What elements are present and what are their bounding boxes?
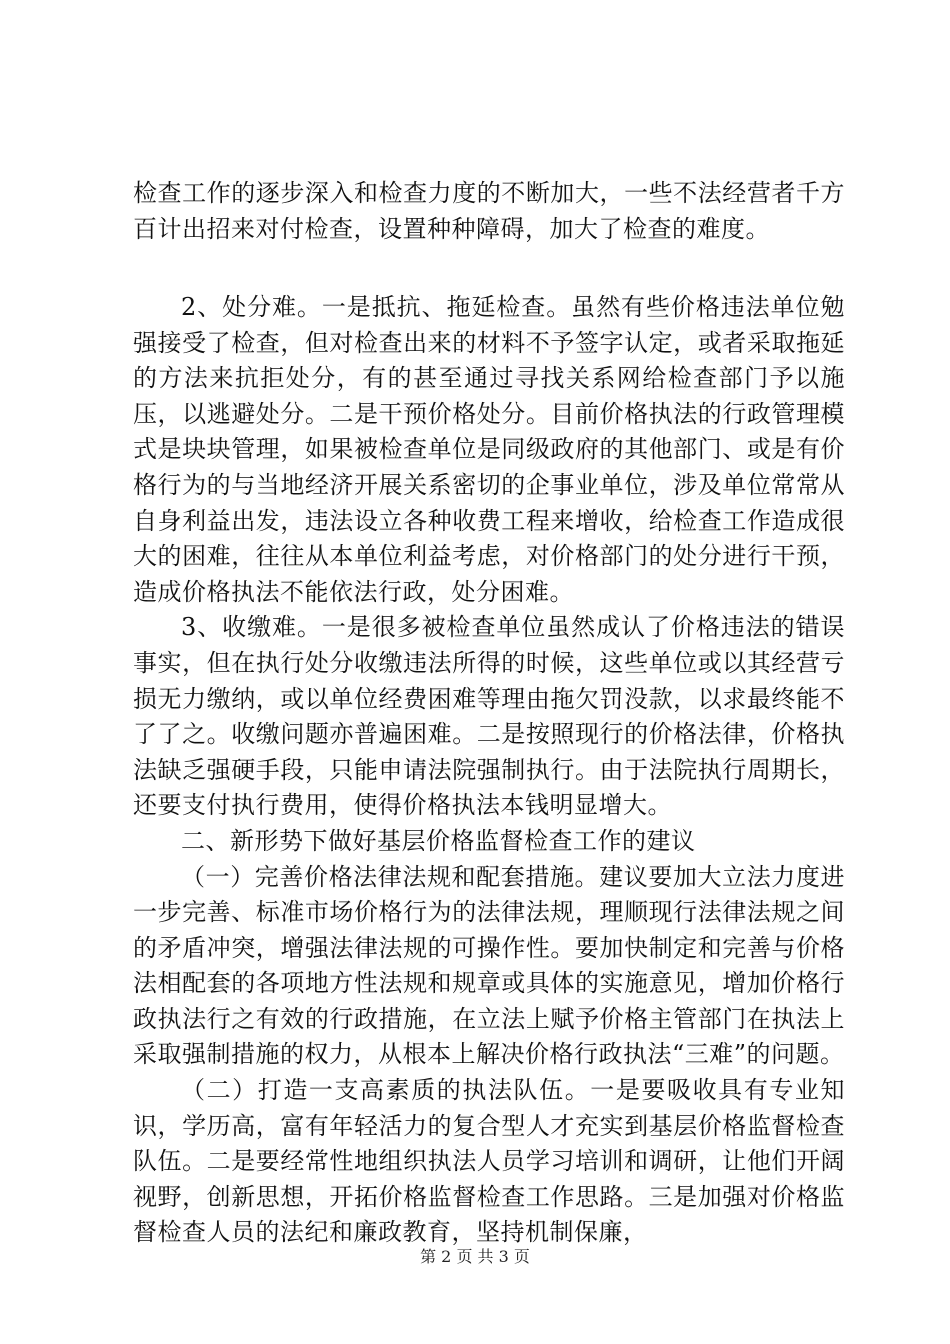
- paragraph-penalty-difficulty: 2、处分难。一是抵抗、拖延检查。虽然有些价格违法单位勉强接受了检查，但对检查出来的材料不予签字认定，或者采取拖延的方法来抗拒处分，有的甚至通过寻找关系网给检查部门予以施压，以逃避处分。二是干预价格处分。目前价格执法的行政管理模式是块块管理，如果被检查单位是同级政府的其他部门、或是有价格行为的与当地经济开展关系密切的企事业单位，涉及单位常常从自身利益出发，违法设立各种收费工程来增收，给检查工作造成很大的困难，往往从本单位利益考虑，对价格部门的处分进行干预，造成价格执法不能依法行政，处分困难。: [133, 293, 845, 606]
- paragraph-collection-difficulty: 3、收缴难。一是很多被检查单位虽然成认了价格违法的错误事实，但在执行处分收缴违法所得的时候，这些单位或以其经营亏损无力缴纳，或以单位经费困难等理由拖欠罚没款，以求最终能不了了之。收缴问题亦普遍困难。二是按照现行的价格法律，价格执法缺乏强硬手段，只能申请法院强制执行。由于法院执行周期长，还要支付执行费用，使得价格执法本钱明显增大。: [133, 613, 845, 820]
- paragraph-continuation: 检查工作的逐步深入和检查力度的不断加大，一些不法经营者千方百计出招来对付检查，设置种种障碍，加大了检查的难度。: [133, 179, 845, 243]
- paragraph-suggestion-two: （二）打造一支高素质的执法队伍。一是要吸收具有专业知识，学历高，富有年轻活力的复合型人才充实到基层价格监督检查队伍。二是要经常性地组织执法人员学习培训和调研，让他们开阔视野，创新思想，开拓价格监督检查工作思路。三是加强对价格监督检查人员的法纪和廉政教育，坚持机制保廉，: [133, 1076, 845, 1247]
- section-heading-suggestions: 二、新形势下做好基层价格监督检查工作的建议: [181, 826, 696, 855]
- document-body-top: [133, 176, 845, 247]
- paragraph-suggestion-one: （一）完善价格法律法规和配套措施。建议要加大立法力度进一步完善、标准市场价格行为的法律法规，理顺现行法律法规之间的矛盾冲突，增强法律法规的可操作性。要加快制定和完善与价格法相配套的各项地方性法规和规章或具体的实施意见，增加价格行政执法行之有效的行政措施，在立法上赋予价格主管部门在执法上采取强制措施的权力，从根本上解决价格行政执法“三难”的问题。: [133, 862, 845, 1069]
- page-footer: [0, 1244, 950, 1267]
- page-number: 第 2 页 共 3 页: [420, 1247, 530, 1266]
- document-body: [133, 290, 845, 1251]
